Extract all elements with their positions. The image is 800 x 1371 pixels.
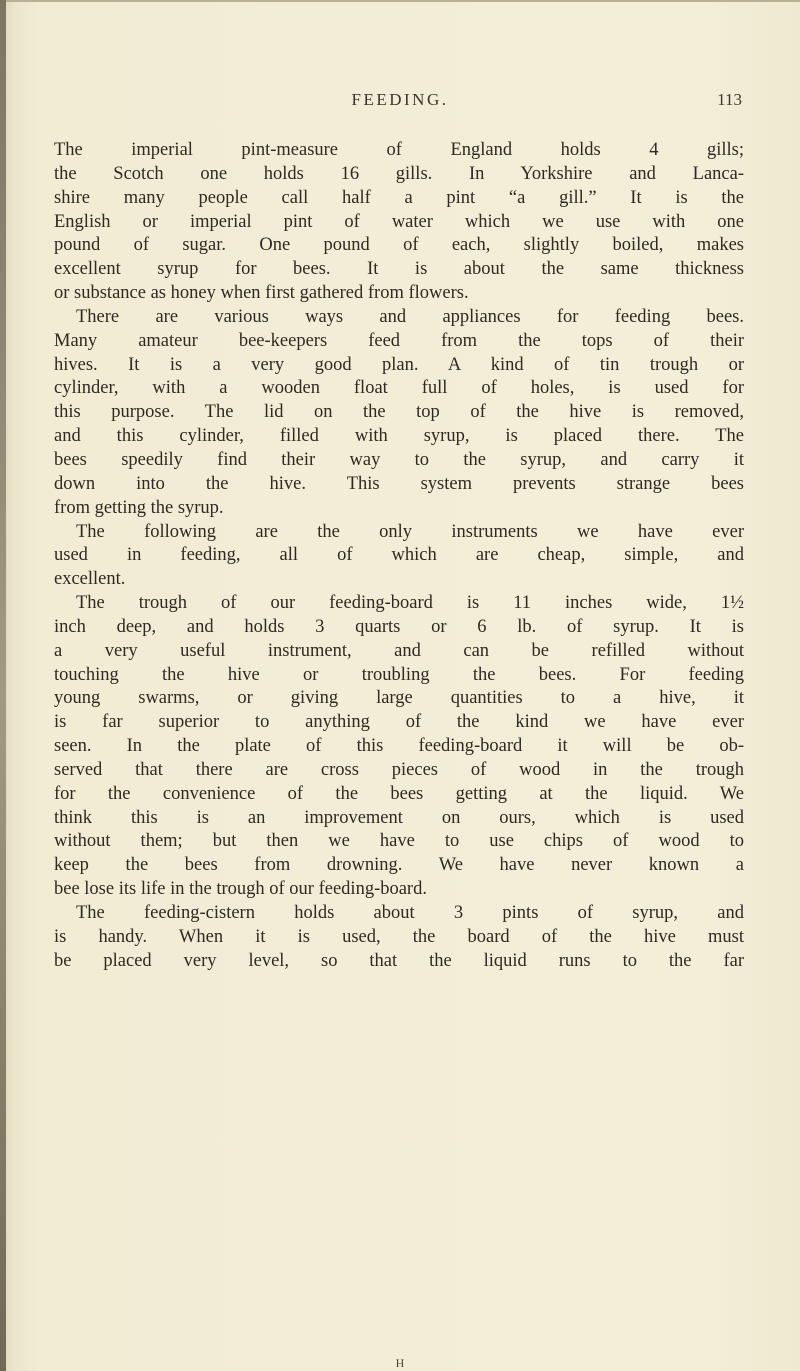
text-line: shire many people call half a pint “a gill.” It is the	[54, 187, 744, 208]
text-line: inch deep, and holds 3 quarts or 6 lb. of syrup. It is	[54, 616, 744, 637]
page-header	[0, 90, 800, 120]
text-line: from getting the syrup.	[54, 497, 224, 518]
text-line: The imperial pint-measure of England holds 4 gills;	[54, 140, 744, 160]
text-line: touching the hive or troubling the bees. For feeding	[54, 664, 744, 685]
text-line: pound of sugar. One pound of each, slightly boiled, makes	[54, 235, 744, 256]
running-head: FEEDING.	[351, 90, 449, 109]
text-line: There are various ways and appliances for feeding bees.	[76, 306, 744, 327]
text-line: bees speedily find their way to the syrup, and carry it	[54, 449, 744, 470]
text-line: hives. It is a very good plan. A kind of tin trough or	[54, 354, 744, 375]
text-line: think this is an improvement on ours, which is used	[54, 807, 744, 828]
text-line: used in feeding, all of which are cheap, simple, and	[54, 545, 744, 566]
text-line: or substance as honey when first gathered from flowers.	[54, 283, 469, 304]
page-top-edge	[0, 0, 800, 2]
signature-mark: H	[395, 1356, 405, 1370]
text-line: bee lose its life in the trough of our feeding-board.	[54, 879, 427, 900]
text-line: The feeding-cistern holds about 3 pints of syrup, and	[76, 903, 744, 923]
binding-gutter	[0, 0, 6, 1371]
text-line: excellent.	[54, 569, 126, 590]
text-line: seen. In the plate of this feeding-board it will be ob-	[54, 736, 744, 757]
text-line: is handy. When it is used, the board of the hive must	[54, 926, 744, 947]
text-line: excellent syrup for bees. It is about the same thickness	[54, 259, 744, 280]
text-line: young swarms, or giving large quantities to a hive, it	[54, 688, 744, 709]
text-line: Many amateur bee-keepers feed from the tops of their	[54, 330, 744, 351]
text-line: be placed very level, so that the liquid runs to the far	[54, 950, 744, 971]
text-line: and this cylinder, filled with syrup, is placed there. The	[54, 426, 744, 447]
text-line: this purpose. The lid on the top of the hive is removed,	[54, 402, 744, 423]
page-number: 113	[717, 90, 742, 109]
text-line: The trough of our feeding-board is 11 inches wide, 1½	[76, 593, 744, 614]
text-line: keep the bees from drowning. We have never known a	[54, 855, 744, 876]
text-line: for the convenience of the bees getting at the liquid. We	[54, 783, 744, 804]
text-line: served that there are cross pieces of wood in the trough	[54, 759, 744, 780]
text-line: without them; but then we have to use chips of wood to	[54, 831, 744, 852]
body-text	[54, 139, 744, 974]
text-line: The following are the only instruments we have ever	[76, 521, 744, 542]
text-line: is far superior to anything of the kind we have ever	[54, 712, 744, 733]
text-line: a very useful instrument, and can be refilled without	[54, 640, 744, 661]
text-line: cylinder, with a wooden float full of holes, is used for	[54, 378, 744, 399]
text-line: English or imperial pint of water which we use with one	[54, 211, 744, 232]
text-line: the Scotch one holds 16 gills. In Yorkshire and Lanca-	[54, 163, 744, 184]
text-line: down into the hive. This system prevents strange bees	[54, 473, 744, 494]
